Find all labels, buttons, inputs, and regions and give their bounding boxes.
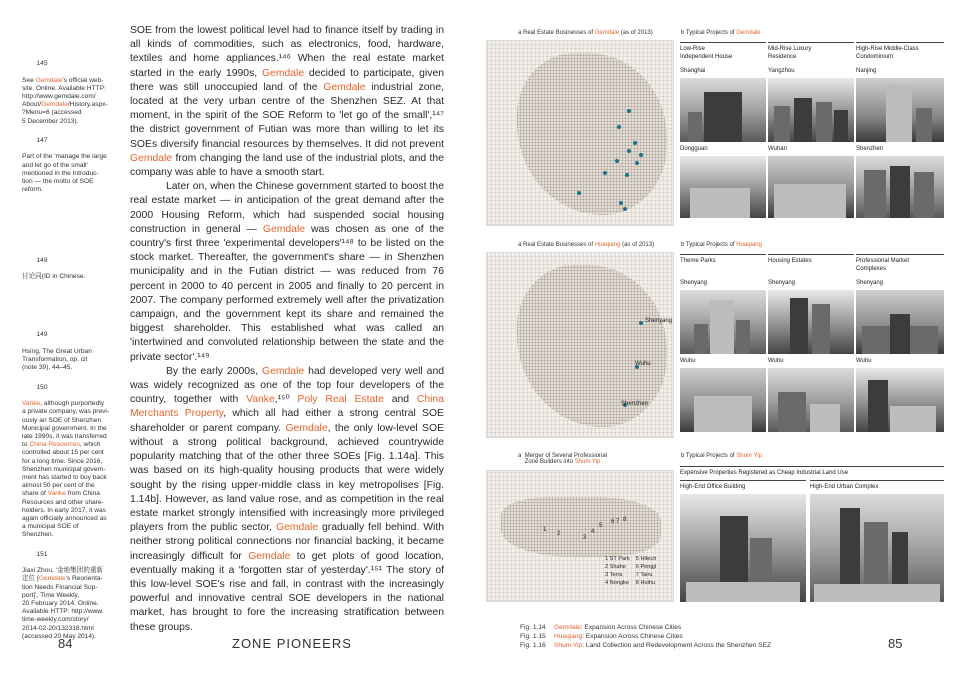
project-dot: [619, 201, 623, 205]
project-dot: [625, 173, 629, 177]
project-dot: [617, 125, 621, 129]
huaqiang-col-1: Theme Parks: [680, 254, 766, 265]
footnote-149: 149 Hsing, The Great Urban Transformation, op. cit (note 39), 44–45.: [22, 331, 92, 372]
city-label: Shenzhen: [856, 146, 884, 152]
project-dot: [615, 159, 619, 163]
photo-market-wuhu: [856, 368, 944, 432]
city-label: Shenyang: [680, 280, 708, 286]
site-number: 1: [543, 527, 547, 533]
china-landmass: [517, 53, 667, 215]
paragraph-2: Later on, when the Chinese government started to boost the real estate market — in anticipation of the great demand after the 2000 Housing Reform, which had suspended social housing construction in general — Gemdale was chosen as one of the country's first three 'experimental developers'¹⁴⁸ to be listed on the stock market. Thereafter, the government's share — in Shenzhen municipality and in the Futian district — was reduced from 76 percent in 2000 to 40 percent in 2005 and finally to 20 percent in 2007. The company performed extremely well after the privatization campaign, and the government kept its share and remained the biggest shareholder. This established what was called an 'intertwined and convoluted relationship between the state and the private sector'.¹⁴⁹: [130, 181, 444, 363]
fig-1-15b-label: b Typical Projects of Huaqiang: [681, 242, 762, 248]
photo-shanghai: [680, 78, 766, 142]
map-city-label: Shenzhen: [621, 401, 649, 407]
fig-1-14b-label: b Typical Projects of Gemdale: [681, 30, 761, 36]
shumyip-sez-map: [486, 470, 674, 602]
shumyip-col-2: High-End Urban Complex: [810, 480, 944, 491]
photo-theme-park-wuhu: [680, 368, 766, 432]
footnote-151: 151 Jiaxi Zhou, '金地集团的重新 定位 [Gemdale's Reorienta- tion Needs Financial Sup- port]', Time Weekly, 20 February 2014. Online. Available HTTP: http://www. time-weekly.com/story/ 2014-02-20/132318.html (accessed 20 May 2014).: [22, 550, 104, 640]
caption-fig-1-15: Fig. 1.15 Huaqiang: Expansion Across Chinese Cities: [520, 633, 683, 640]
city-label: Yangzhou: [768, 68, 795, 74]
site-number: 4: [591, 529, 595, 535]
photo-market-shenyang: [856, 290, 944, 354]
fig-1-15a-label: a Real Estate Businesses of Huaqiang (as of 2013): [518, 242, 655, 248]
city-label: Nanjing: [856, 68, 877, 74]
gemdale-col-2: Mid-Rise Luxury Residence: [768, 42, 854, 61]
city-label: Wuhu: [768, 358, 784, 364]
site-number: 5: [599, 523, 603, 529]
project-dot: [627, 149, 631, 153]
fig-1-16a-label: a Merger of Several Professional Zone Builders into Shum Yip: [518, 453, 608, 465]
photo-wuhan: [768, 156, 854, 218]
city-label: Shanghai: [680, 68, 706, 74]
project-dot: [633, 141, 637, 145]
photo-theme-park-shenyang: [680, 290, 766, 354]
city-label: Shenyang: [768, 280, 796, 286]
sez-landmass: [501, 497, 661, 557]
caption-fig-1-14: Fig. 1.14 Gemdale: Expansion Across Chinese Cities: [520, 624, 682, 631]
photo-housing-shenyang: [768, 290, 854, 354]
project-dot: [577, 191, 581, 195]
footnote-150: 150 Vanke, although purportedly a private company, was previ- ously an SOE of Shenzhen Municipal government. In the late 1990s, it was transferred to China Resources, which controlled about 15 per cent for a long time. Since 2016, Shenzhen municipal govern- ment has started to buy back almost 50 per cent of the share of Vanke from China Resources and other share- holders. In early 2017, it was again officially announced as a municipal SOE of Shenzhen.: [22, 383, 110, 539]
site-number: 3: [583, 535, 587, 541]
map-city-label: Wuhu: [635, 361, 651, 367]
caption-fig-1-16: Fig. 1.16 Shum Yip: Land Collection and Redevelopment Across the Shenzhen SEZ: [520, 642, 772, 649]
map-legend: 1 ST Park 2 Shahe 3 Terra 4 Nongke 5 Hitech 6 Pengji 7 Tairu 8 Huihu: [605, 556, 657, 586]
fig-1-14a-label: a Real Estate Businesses of Gemdale (as of 2013): [518, 30, 653, 36]
site-number: 2: [557, 531, 561, 537]
site-number: 6 7: [611, 519, 620, 525]
shumyip-col-1: High-End Office Building: [680, 480, 806, 491]
body-text: [130, 24, 444, 635]
photo-nanjing: [856, 78, 944, 142]
huaqiang-map: [486, 252, 674, 438]
project-dot: [639, 153, 643, 157]
huaqiang-col-2: Housing Estates: [768, 254, 854, 265]
photo-urban-complex: [810, 494, 944, 602]
footnote-145: 145 See Gemdale's official web- site. Online. Available HTTP: http://www.gemdale.com/ About/Gemdale/History.aspx- ?Menu=6 (accessed 5 December 2013).: [22, 60, 108, 125]
photo-office-building: [680, 494, 806, 602]
photo-yangzhou: [768, 78, 854, 142]
gemdale-map: [486, 40, 674, 226]
footnote-148: 149 讨论同(ID in Chinese.: [22, 256, 86, 281]
shumyip-banner: Expensive Properties Registered as Cheap Industrial Land Use: [680, 466, 944, 477]
photo-dongguan: [680, 156, 766, 218]
city-label: Wuhu: [856, 358, 872, 364]
site-number: 8: [623, 517, 627, 523]
project-dot: [627, 109, 631, 113]
photo-shenzhen: [856, 156, 944, 218]
project-dot: [603, 171, 607, 175]
footnote-147: 147 Part of the 'manage the large and let go of the small' mentioned in the Introduc- tion — the motto of SOE reform.: [22, 137, 107, 194]
city-label: Wuhan: [768, 146, 787, 152]
margin-notes: [22, 52, 110, 644]
city-label: Wuhu: [680, 358, 696, 364]
fig-1-16b-label: b Typical Projects of Shum Yip: [681, 453, 762, 459]
project-dot: [639, 321, 643, 325]
paragraph-1: SOE from the lowest political level had to finance itself by trading in all kinds of commodities, such as electronics, food, hardware, textiles and home appliances.¹⁴⁶ When the real estate market started in the early 1990s, Gemdale decided to participate, given there was still unoccupied land of the Gemdale industrial zone, located at the very urban centre of the Shenzhen SEZ. At that moment, in the spirit of the SOE Reform to 'let go of the small',¹⁴⁷ the district government of Futian was more than willing to let its SOEs diversify financial resources by themselves. It did not prevent Gemdale from changing the land use of the industrial plots, and the company was able to have a smooth start.: [130, 25, 445, 179]
city-label: Shenyang: [856, 280, 884, 286]
page-number-right: 85: [888, 636, 903, 651]
photo-housing-wuhu: [768, 368, 854, 432]
gemdale-col-3: High-Rise Middle-Class Condominium: [856, 42, 944, 61]
gemdale-col-1: Low-Rise Independent House: [680, 42, 766, 61]
project-dot: [623, 207, 627, 211]
map-city-label: Shenyang: [645, 318, 673, 324]
page-number-left: 84: [58, 636, 73, 651]
project-dot: [635, 161, 639, 165]
paragraph-3: By the early 2000s, Gemdale had developed very well and was widely recognized as one of the top four developers of the country, together with Vanke,¹⁵⁰ Poly Real Estate and China Merchants Property, which all had either a strong central SOE shareholder or parent company. Gemdale, the only low-level SOE without a strong political background, achieved countrywide popularity matching that of the other three SOEs [Fig. 1.14a]. This was based on its high-quality housing products that were widely sought by the rising upper-middle class in key metropolises [Fig. 1.14b]. However, as land value rose, and as competition in the real estate market strongly intensified with increasingly more privileged players from the public sector, Gemdale gradually fell behind. With neither strong political connections nor financial backing, it became increasingly difficult for Gemdale to get plots of good location, eventually making it a 'forgotten star of yesterday'.¹⁵¹ The story of this low-level SOE's rise and fall, in contrast with the increasingly powerful and innovative central SOE developers in the national market, has brought to fore the increasing stratification between these groups.: [130, 365, 444, 633]
city-label: Dongguan: [680, 146, 708, 152]
running-head: ZONE PIONEERS: [232, 636, 352, 651]
huaqiang-col-3: Professional Market Complexes: [856, 254, 944, 273]
